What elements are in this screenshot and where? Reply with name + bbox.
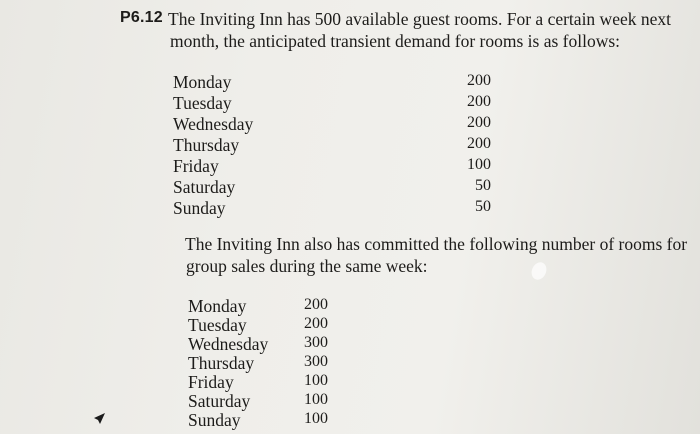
problem-number: P6.12 — [120, 9, 163, 26]
rooms-value: 300 — [304, 353, 328, 370]
rooms-value: 50 — [475, 198, 491, 215]
day-label: Thursday — [173, 135, 240, 155]
rooms-value: 100 — [467, 156, 491, 173]
day-label: Saturday — [188, 391, 251, 411]
rooms-value: 300 — [304, 334, 328, 351]
table-row — [188, 391, 338, 410]
rooms-value: 100 — [304, 391, 328, 408]
rooms-value: 200 — [304, 315, 328, 332]
day-label: Tuesday — [188, 315, 247, 335]
table-row — [173, 72, 491, 93]
rooms-value: 200 — [467, 135, 491, 152]
paper-glare-spot — [529, 260, 549, 282]
rooms-value: 200 — [467, 93, 491, 110]
table-row — [173, 114, 491, 135]
transient-demand-table — [173, 72, 491, 219]
table-row — [188, 353, 338, 372]
day-label: Monday — [188, 296, 247, 316]
rooms-value: 200 — [467, 114, 491, 131]
group-intro-line-1: The Inviting Inn also has committed the following number of rooms for — [185, 234, 688, 254]
rooms-value: 100 — [304, 410, 328, 427]
intro-line-1: The Inviting Inn has 500 available guest rooms. For a certain week next — [168, 9, 671, 29]
day-label: Sunday — [173, 198, 226, 218]
table-row — [188, 315, 338, 334]
table-row — [188, 410, 338, 429]
table-row — [188, 372, 338, 391]
day-label: Sunday — [188, 410, 241, 430]
group-rooms-table — [188, 296, 338, 429]
day-label: Friday — [188, 372, 234, 392]
table-row — [188, 334, 338, 353]
day-label: Monday — [173, 72, 232, 92]
day-label: Friday — [173, 156, 219, 176]
table-row — [188, 296, 338, 315]
rooms-value: 200 — [467, 72, 491, 89]
day-label: Saturday — [173, 177, 236, 197]
intro-line-2: month, the anticipated transient demand for rooms is as follows: — [170, 31, 621, 51]
day-label: Wednesday — [173, 114, 254, 134]
rooms-value: 50 — [475, 177, 491, 194]
table-row — [173, 198, 491, 219]
rooms-value: 100 — [304, 372, 328, 389]
table-row — [173, 93, 491, 114]
table-row — [173, 177, 491, 198]
rooms-value: 200 — [304, 296, 328, 313]
day-label: Thursday — [188, 353, 255, 373]
day-label: Tuesday — [173, 93, 232, 113]
day-label: Wednesday — [188, 334, 269, 354]
group-intro-line-2: group sales during the same week: — [186, 256, 428, 276]
table-row — [173, 135, 491, 156]
arrow-cursor-icon — [92, 412, 106, 426]
table-row — [173, 156, 491, 177]
